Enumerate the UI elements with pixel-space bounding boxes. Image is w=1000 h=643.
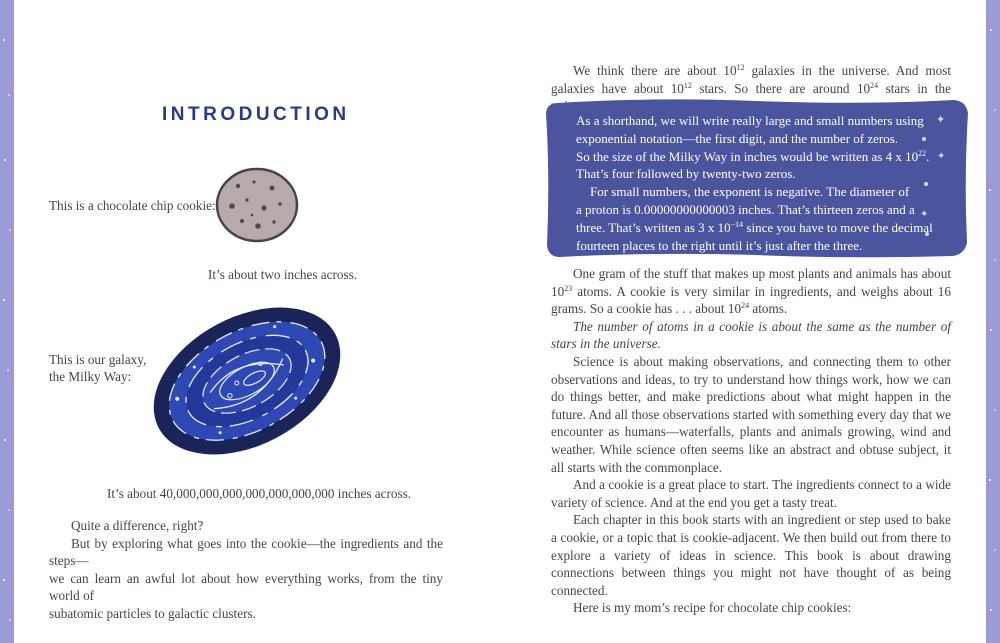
galaxy-caption: It’s about 40,000,000,000,000,000,000,000 inches across. xyxy=(107,486,412,501)
galaxy-label-line-2: the Milky Way: xyxy=(49,369,132,384)
cookie-label: This is a chocolate chip cookie: xyxy=(49,198,216,213)
left-page xyxy=(14,0,500,643)
star-icon: ✦ xyxy=(937,151,946,162)
paragraph: And a cookie is a great place to start. The ingredients connect to a wide variety of science. And at the end you get a tasty treat. xyxy=(551,477,951,510)
star-icon: ✦ xyxy=(920,209,929,220)
italic-paragraph: The number of atoms in a cookie is about the same as the number of stars in the universe. xyxy=(551,318,951,352)
milky-way-illustration xyxy=(147,294,347,469)
paragraph: One gram of the stuff that makes up most plants and animals has about $10^{23}$ atoms. A cookie is very similar in ingredients, and weighs about 16 grams. So a cookie has . . . about $10^{24}$ atoms. xyxy=(551,266,951,317)
callout-text: As a shorthand, we will write really large and small numbers using exponential notation—the first digit, and the number of zeros. So the size of the Milky Way in inches would be written as 4 x $10^{22}$. That’s four followed by twenty-two zeros. For small numbers, the exponent is negative. The diameter of a proton is 0.00000000000003 inches. That’s thirteen zeros and a three. That’s written as 3 x $10^{-14}$ since you have to move the decimal fourteen places to the right until it’s just after the three. xyxy=(576,113,933,253)
intro-paragraph: We think there are about $10^{12}$ galaxies in the universe. And most galaxies have about $10^{12}$ stars. So there are around $10^{24}$ stars in the xyxy=(551,63,951,96)
edge-speckles xyxy=(0,0,14,643)
body-text xyxy=(551,265,951,617)
star-icon: ✦ xyxy=(936,113,946,126)
paragraph: Quite a difference, right? xyxy=(71,518,204,533)
paragraph: Each chapter in this book starts with an ingredient or step used to bake a cookie, or a topic that is cookie-adjacent. We then build out from there to explore a variety of ideas in science. This book is about drawing connections between things you might not have thought of as being connected. xyxy=(551,512,951,598)
edge-speckles xyxy=(986,0,1000,643)
left-page-edge xyxy=(0,0,14,643)
right-page-edge xyxy=(986,0,1000,643)
cookie-caption: It’s about two inches across. xyxy=(208,267,358,282)
closing-paragraphs xyxy=(49,517,443,623)
right-page xyxy=(500,0,986,643)
cookie-illustration xyxy=(214,166,300,244)
galaxy-label-line-1: This is our galaxy, xyxy=(49,352,147,367)
page-title: INTRODUCTION xyxy=(162,104,350,125)
paragraph: Science is about making observations, and connecting them to other observations and ideas, to try to understand how things work, how we can do things better, and make predictions about what might happen in the future. And all those observations started with something every day that we encounter as humans—waterfalls, plants and animals growing, wind and weather. While science often seems like an abstract and obtuse subject, it all starts with the commonplace. xyxy=(551,353,951,475)
paragraph: Here is my mom’s recipe for chocolate chip cookies: xyxy=(573,600,852,616)
paragraph: But by exploring what goes into the cookie—the ingredients and the steps— we can learn an awful lot about how everything works, from the tiny world of subatomic particles to galactic clusters. xyxy=(49,535,443,621)
